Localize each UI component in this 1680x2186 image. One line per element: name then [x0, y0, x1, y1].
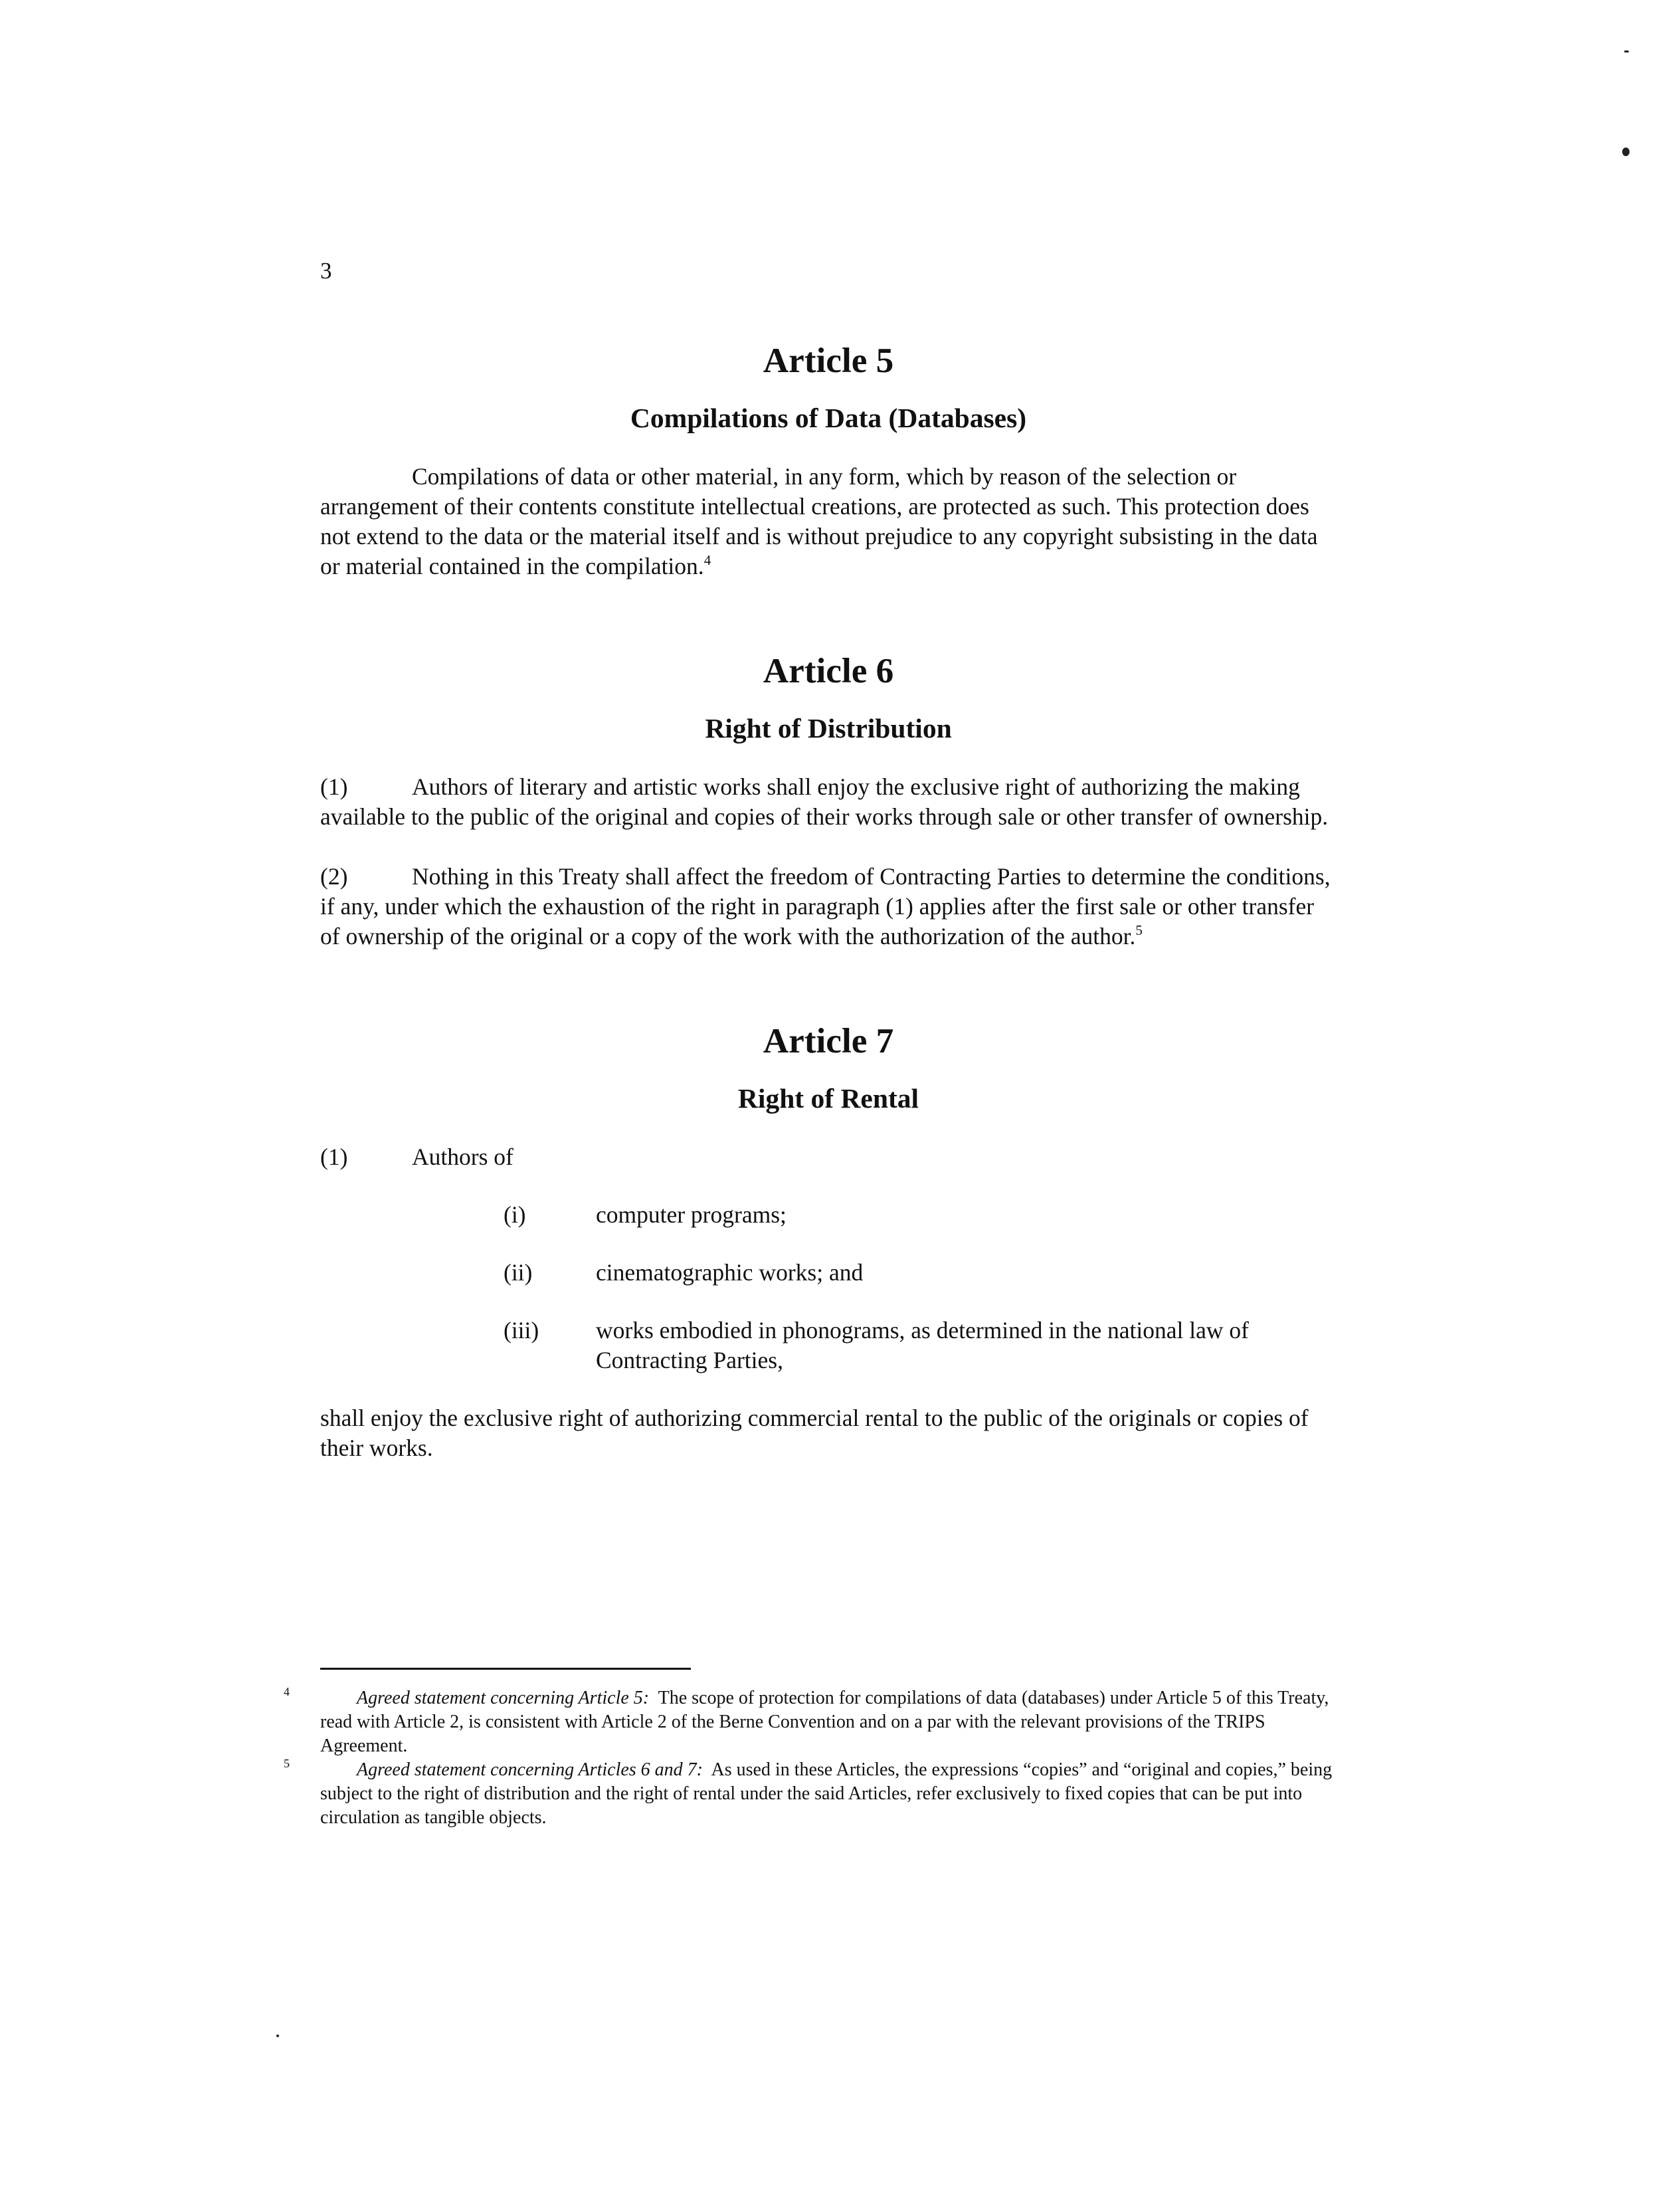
list-item-text: computer programs;: [596, 1201, 787, 1228]
article-title: Article 6: [763, 651, 894, 690]
footnotes: [284, 1685, 1337, 1830]
footnote-text: As used in these Articles, the expressions “copies” and “original and copies,” being subject to the right of distribution and the right of rental under the said Articles, refer exclusively to fixed copies that can be put into circulation as tangible objects.: [320, 1759, 1333, 1828]
paragraph-text: Authors of: [412, 1143, 513, 1170]
paragraph-number: (1): [320, 773, 348, 800]
footnote-lead: Agreed statement concerning Articles 6 and 7:: [357, 1759, 703, 1780]
footnote-lead: Agreed statement concerning Article 5:: [357, 1688, 650, 1708]
numbered-paragraph: [320, 1142, 1337, 1172]
scan-speck: [1622, 148, 1630, 156]
footnote-mark: 5: [284, 1757, 290, 1770]
list-item: [504, 1200, 1337, 1230]
paragraph-number: (2): [320, 863, 348, 890]
article-5: [320, 341, 1337, 581]
numbered-paragraph: [320, 862, 1337, 951]
paragraph-text: Nothing in this Treaty shall affect the freedom of Contracting Parties to determine the conditions, if any, under which the exhaustion of the right in paragraph (1) applies after the first sale or other transfer of ownership of the original or a copy of the work with the authorization of the author.: [320, 863, 1331, 949]
article-title: Article 5: [763, 341, 894, 380]
paragraph-text: Authors of literary and artistic works shall enjoy the exclusive right of authorizing the making available to the public of the original and copies of their works through sale or other transfer of ownership.: [320, 773, 1329, 830]
rental-works-list: [320, 1200, 1337, 1375]
article-6: [320, 651, 1337, 951]
paragraph-text: Compilations of data or other material, in any form, which by reason of the selection or arrangement of their contents constitute intellectual creations, are protected as such. This protection does not extend to the data or the material itself and is without prejudice to any copyright subsisting in the data or material contained in the compilation.: [320, 463, 1318, 579]
list-item-text: cinematographic works; and: [596, 1259, 864, 1286]
list-item-number: (i): [504, 1201, 526, 1228]
scan-speck: [276, 2035, 279, 2037]
document-body: [320, 341, 1337, 1463]
footnote-reference: 4: [703, 552, 711, 568]
closing-paragraph: shall enjoy the exclusive right of authorizing commercial rental to the public of the originals or copies of their works.: [320, 1405, 1309, 1461]
list-item-number: (iii): [504, 1317, 539, 1343]
paragraph-number: (1): [320, 1143, 348, 1170]
list-item-number: (ii): [504, 1259, 533, 1286]
page-number: 3: [320, 258, 332, 284]
list-item: [504, 1316, 1337, 1375]
article-7: [320, 1021, 1337, 1463]
numbered-paragraph: [320, 772, 1337, 832]
footnote-separator: [320, 1668, 691, 1670]
footnote: [284, 1685, 1337, 1758]
article-heading: Right of Distribution: [705, 713, 952, 744]
list-item: [504, 1258, 1337, 1288]
article-heading: Right of Rental: [737, 1083, 919, 1114]
article-heading: Compilations of Data (Databases): [630, 403, 1027, 433]
article-title: Article 7: [763, 1021, 894, 1060]
article-paragraph: [320, 462, 1337, 581]
footnote: [284, 1757, 1337, 1830]
footnote-mark: 4: [284, 1685, 290, 1698]
scan-speck: [1624, 50, 1629, 52]
footnote-reference: 5: [1135, 922, 1143, 938]
list-item-text: works embodied in phonograms, as determined in the national law of Contracting Parties,: [596, 1317, 1249, 1373]
footnote-text: The scope of protection for compilations of data (databases) under Article 5 of this Treaty, read with Article 2, is consistent with Article 2 of the Berne Convention and on a par with the relevant provisions of the TRIPS Agreement.: [320, 1688, 1329, 1756]
